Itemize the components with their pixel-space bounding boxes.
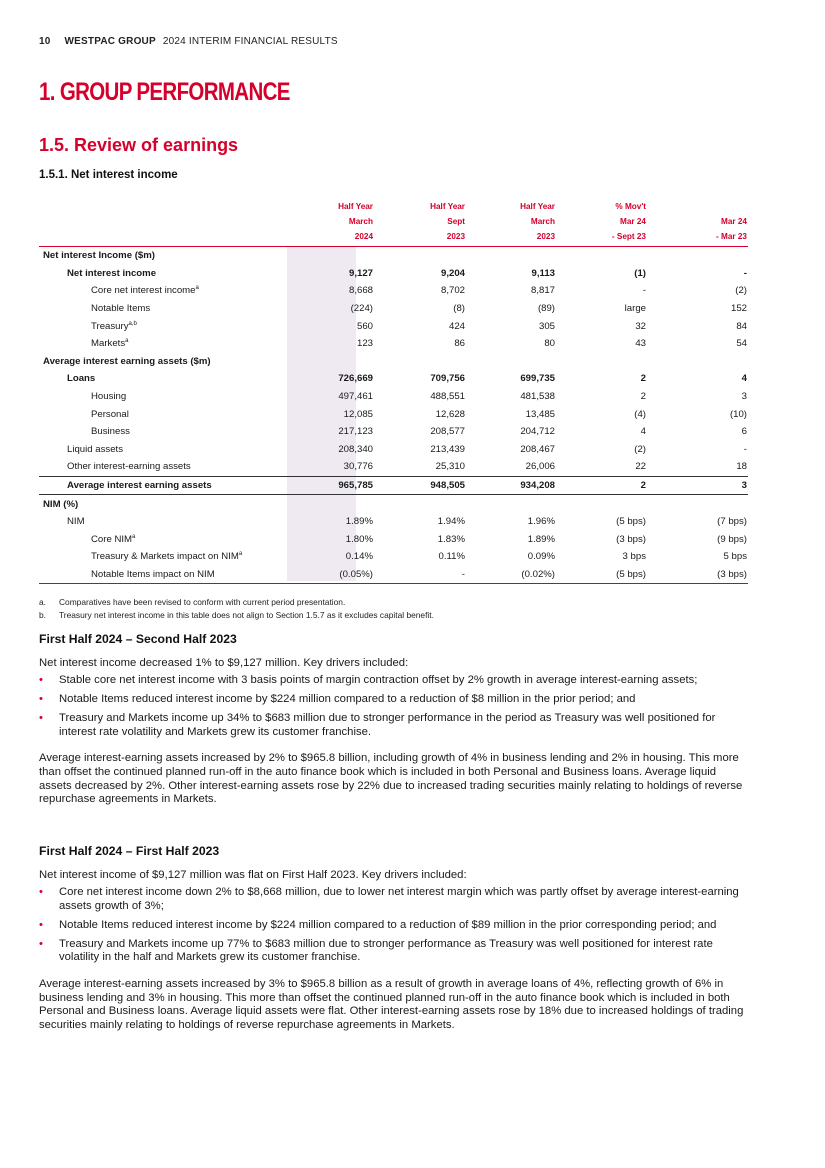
section-title: 1. GROUP PERFORMANCE <box>39 78 290 106</box>
cell: 0.11% <box>438 551 465 563</box>
row-label: Net interest income <box>67 267 157 279</box>
commentary-paragraph: Average interest-earning assets increased by 3% to $965.8 billion as a result of growth in average loans of 4%, reflecting growth of 6% in business lending and 3% in housing. This more than offset the continued planned run-off in the auto finance book which is included in both Personal and Business loans. Average liquid assets were flat. Other interest-earning assets rose by 18% due to increased holdings of trading securities mainly relating to holdings of reverse repurchase agreements in Markets. <box>39 977 744 1032</box>
cell: (2) <box>735 285 747 297</box>
row-label: Treasury <box>91 320 129 332</box>
cell: 12,085 <box>343 408 373 420</box>
table-row <box>39 423 748 441</box>
cell: 12,628 <box>435 408 465 420</box>
cell: 18 <box>736 461 747 473</box>
footnote <box>39 596 434 609</box>
cell: (7 bps) <box>717 516 747 528</box>
net-interest-income-table <box>39 199 748 584</box>
footnote-text: Treasury net interest income in this table does not align to Section 1.5.7 as it excludes capital benefit. <box>59 609 434 620</box>
row-label: Average interest earning assets ($m) <box>43 355 211 367</box>
table-row <box>39 441 748 459</box>
cell: 424 <box>448 320 465 332</box>
cell: 699,735 <box>520 373 555 385</box>
cell: 5 bps <box>723 551 747 563</box>
table-total-row <box>39 476 748 495</box>
cell: 3 <box>741 391 747 403</box>
column-header: Half Year <box>338 202 373 211</box>
list-item <box>39 693 747 707</box>
cell: 86 <box>454 338 465 350</box>
column-header: Mar 24 <box>620 217 646 226</box>
commentary-paragraph: Average interest-earning assets increased by 2% to $965.8 billion, including growth of 4% in business lending and 2% in housing. This more than offset the continued planned run-off in the auto finance book which is included in both Personal and Business loans. Average liquid assets decreased by 2%. Other interest-earning assets rose by 22% due to increased trading securities mainly relating to holdings of reverse repurchase agreements in Markets. <box>39 752 743 806</box>
cell: 481,538 <box>520 391 555 403</box>
cell: 0.14% <box>345 551 373 563</box>
cell: (4) <box>634 408 646 420</box>
commentary-bullets <box>39 886 747 965</box>
table-row <box>39 513 748 531</box>
cell: (224) <box>350 303 373 315</box>
cell: 84 <box>736 320 747 332</box>
cell: 123 <box>356 338 373 350</box>
row-label-cell <box>39 335 287 353</box>
cell: 1.89% <box>527 533 555 545</box>
cell: 25,310 <box>435 461 465 473</box>
commentary-block-1 <box>39 633 747 807</box>
cell: (3 bps) <box>616 533 646 545</box>
table-row <box>39 388 748 406</box>
row-label: NIM (%) <box>43 498 79 510</box>
footnote-marker: a,b <box>128 320 137 327</box>
table-row <box>39 495 748 513</box>
cell: - <box>642 285 646 297</box>
subsubsection-title: 1.5.1. Net interest income <box>39 169 178 181</box>
footnote-text: Comparatives have been revised to conform with current period presentation. <box>59 597 346 607</box>
cell: 80 <box>544 338 555 350</box>
column-header: - Mar 23 <box>656 229 748 247</box>
document-title: 2024 INTERIM FINANCIAL RESULTS <box>162 36 338 47</box>
row-label: Markets <box>91 338 126 350</box>
row-label: Net interest Income ($m) <box>43 250 155 262</box>
bullet-text: Treasury and Markets income up 77% to $683 million due to stronger performance as Treasury was well positioned for interest rate volatility in the half and Markets grew its customer franchise. <box>59 937 713 964</box>
cell: 1.83% <box>437 533 465 545</box>
bullet-text: Notable Items reduced interest income by $224 million compared to a reduction of $89 million in the prior corresponding period; and <box>59 918 717 931</box>
cell: 1.96% <box>527 516 555 528</box>
cell: - <box>379 566 471 584</box>
row-label: Core net interest income <box>91 285 196 297</box>
row-label: Business <box>91 426 130 438</box>
cell: 934,208 <box>471 476 563 495</box>
list-item <box>39 886 747 913</box>
cell: (9 bps) <box>717 533 747 545</box>
cell: 965,785 <box>287 476 379 495</box>
table-row <box>39 531 748 549</box>
cell: 9,113 <box>531 267 555 279</box>
cell: 3 bps <box>622 551 646 563</box>
row-label-cell <box>39 531 287 549</box>
cell: 948,505 <box>379 476 471 495</box>
row-label: NIM <box>67 516 85 528</box>
bullet-icon: • <box>39 693 43 706</box>
row-label: Notable Items <box>91 303 151 315</box>
cell: 4 <box>741 373 747 385</box>
list-item <box>39 712 747 739</box>
cell: 152 <box>730 303 747 315</box>
row-label-cell <box>39 548 287 566</box>
column-header: Mar 24 <box>721 217 747 226</box>
table-row <box>39 247 748 265</box>
table-header-row <box>39 199 748 214</box>
cell: 8,702 <box>440 285 465 297</box>
column-header: March <box>530 217 555 226</box>
cell: 0.09% <box>527 551 555 563</box>
cell: 726,669 <box>338 373 373 385</box>
bullet-icon: • <box>39 918 43 931</box>
commentary-intro: Net interest income decreased 1% to $9,127 million. Key drivers included: <box>39 656 409 669</box>
table-row <box>39 458 748 476</box>
cell: 488,551 <box>430 391 465 403</box>
brand-name: WESTPAC GROUP <box>64 36 156 47</box>
cell: 208,467 <box>520 443 555 455</box>
cell: 22 <box>635 461 646 473</box>
row-label: Liquid assets <box>67 443 123 455</box>
table-row <box>39 282 748 300</box>
row-label: Housing <box>91 391 127 403</box>
table-row <box>39 405 748 423</box>
cell: 9,204 <box>440 267 465 279</box>
bullet-icon: • <box>39 711 43 724</box>
cell: (0.02%) <box>471 566 563 584</box>
row-label-cell <box>39 282 287 300</box>
cell: 54 <box>736 338 747 350</box>
footnote-marker: a <box>132 533 136 540</box>
row-label-cell <box>39 317 287 335</box>
subsection-title: 1.5. Review of earnings <box>39 135 239 155</box>
table-row <box>39 566 748 584</box>
table-row <box>39 353 748 371</box>
column-header: % Mov't <box>615 202 646 211</box>
cell: 43 <box>635 338 646 350</box>
list-item <box>39 919 747 933</box>
table-row <box>39 265 748 283</box>
column-header: 2023 <box>471 229 563 247</box>
cell: (0.05%) <box>287 566 379 584</box>
column-header <box>656 199 748 214</box>
bullet-text: Core net interest income down 2% to $8,668 million, due to lower net interest margin which was partly offset by average interest-earning assets growth of 3%; <box>59 886 739 913</box>
cell: 32 <box>635 320 646 332</box>
cell: (3 bps) <box>656 566 748 584</box>
cell: 9,127 <box>348 267 373 279</box>
cell: 8,817 <box>530 285 555 297</box>
cell: - <box>743 267 747 279</box>
cell: 208,577 <box>430 426 465 438</box>
table-row <box>39 335 748 353</box>
table-header-row <box>39 214 748 229</box>
table-header-row <box>39 229 748 247</box>
row-label: Average interest earning assets <box>39 476 287 495</box>
cell: 2 <box>640 391 646 403</box>
row-label: Treasury & Markets impact on NIM <box>91 551 239 563</box>
column-header: Half Year <box>520 202 555 211</box>
cell: large <box>624 303 646 315</box>
commentary-bullets <box>39 674 747 739</box>
commentary-heading: First Half 2024 – First Half 2023 <box>39 844 220 858</box>
data-table <box>39 199 748 584</box>
commentary-heading: First Half 2024 – Second Half 2023 <box>39 632 237 646</box>
cell: 8,668 <box>348 285 373 297</box>
cell: 6 <box>741 426 747 438</box>
bullet-text: Treasury and Markets income up 34% to $683 million due to stronger performance in the period as Treasury was well positioned for interest rate volatility and Markets grew its customer franchise. <box>59 711 716 738</box>
cell: 3 <box>656 476 748 495</box>
cell: 13,485 <box>525 408 555 420</box>
running-header <box>39 36 338 47</box>
cell: 497,461 <box>338 391 373 403</box>
bullet-icon: • <box>39 886 43 899</box>
column-header: 2023 <box>379 229 471 247</box>
cell: 1.89% <box>345 516 373 528</box>
commentary-block-2 <box>39 845 747 1033</box>
cell: - <box>743 443 747 455</box>
row-label: Notable Items impact on NIM <box>39 566 287 584</box>
column-header: - Sept 23 <box>563 229 656 247</box>
cell: 1.80% <box>345 533 373 545</box>
cell: 709,756 <box>430 373 465 385</box>
footnote-letter: a. <box>39 597 46 607</box>
footnote <box>39 609 434 622</box>
bullet-text: Notable Items reduced interest income by $224 million compared to a reduction of $8 million in the prior period; and <box>59 693 636 706</box>
row-label: Loans <box>67 373 96 385</box>
cell: 213,439 <box>430 443 465 455</box>
table-row <box>39 548 748 566</box>
footnote-letter: b. <box>39 609 46 620</box>
cell: (1) <box>634 267 646 279</box>
list-item <box>39 938 747 965</box>
footnotes <box>39 596 434 622</box>
table-row <box>39 317 748 335</box>
footnote-marker: a <box>195 285 199 292</box>
cell: 2 <box>640 373 646 385</box>
bullet-text: Stable core net interest income with 3 basis points of margin contraction offset by 2% growth in average interest-earning assets; <box>59 674 698 687</box>
footnote-marker: a <box>125 338 129 345</box>
cell: 4 <box>640 426 646 438</box>
cell: 560 <box>356 320 373 332</box>
cell: 26,006 <box>525 461 555 473</box>
cell: (5 bps) <box>616 516 646 528</box>
table-row <box>39 370 748 388</box>
cell: 1.94% <box>437 516 465 528</box>
cell: (10) <box>729 408 747 420</box>
row-label: Personal <box>91 408 129 420</box>
cell: 30,776 <box>343 461 373 473</box>
row-label: Core NIM <box>91 533 133 545</box>
footnote-marker: a <box>238 551 243 558</box>
bullet-icon: • <box>39 937 43 950</box>
table-row <box>39 300 748 318</box>
cell: (89) <box>537 303 555 315</box>
column-header: March <box>348 217 373 226</box>
cell: 204,712 <box>520 426 555 438</box>
cell: 217,123 <box>338 426 373 438</box>
column-header: Half Year <box>430 202 465 211</box>
cell: (8) <box>453 303 465 315</box>
cell: 305 <box>538 320 555 332</box>
bullet-icon: • <box>39 674 43 687</box>
column-header: 2024 <box>287 229 379 247</box>
cell: (2) <box>634 443 646 455</box>
page-number: 10 <box>39 36 51 47</box>
cell: 208,340 <box>338 443 373 455</box>
cell: 2 <box>563 476 656 495</box>
commentary-intro: Net interest income of $9,127 million was flat on First Half 2023. Key drivers included: <box>39 868 467 881</box>
row-label: Other interest-earning assets <box>67 461 191 473</box>
list-item <box>39 674 747 688</box>
cell: (5 bps) <box>563 566 656 584</box>
column-header: Sept <box>447 217 465 226</box>
